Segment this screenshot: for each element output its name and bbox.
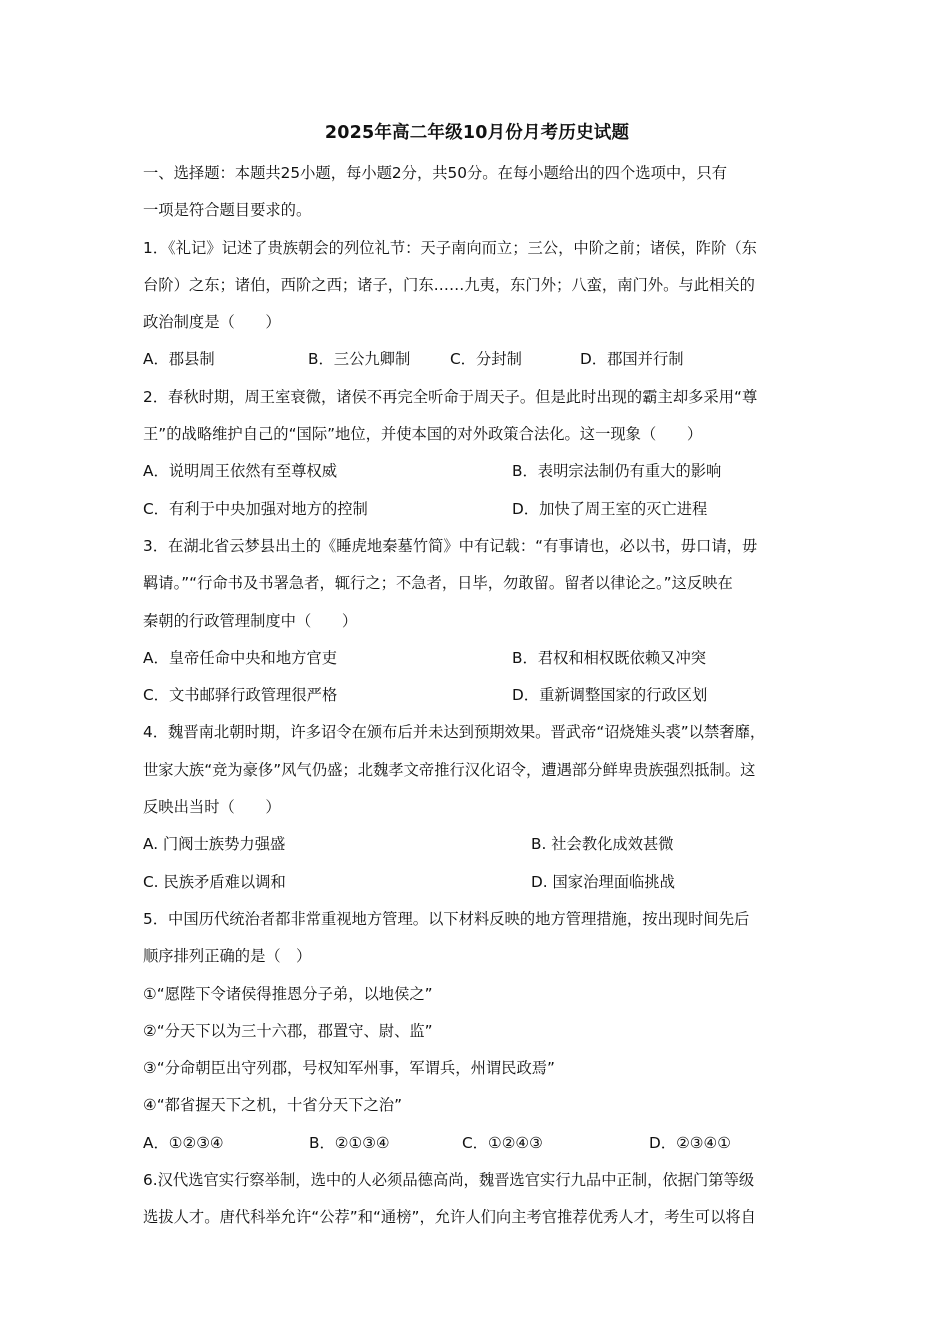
exam-title: 2025年高二年级10月份月考历史试题 <box>324 123 630 143</box>
section-instruction-line: 一、选择题：本题共25小题，每小题2分，共50分。在每小题给出的四个选项中，只有 <box>143 164 728 182</box>
question-options <box>143 864 811 901</box>
material-item: ③“分命朝臣出守列郡，号权知军州事，军谓兵，州谓民政焉” <box>143 1059 555 1078</box>
option-b: B．三公九卿制 <box>308 350 411 369</box>
question-3 <box>143 528 811 714</box>
question-text-line: 王”的战略维护自己的“国际”地位，并使本国的对外政策合法化。这一现象（ ） <box>143 425 703 444</box>
question-5 <box>143 901 811 1162</box>
material-item: ②“分天下以为三十六郡，郡置守、尉、监” <box>143 1021 433 1040</box>
option-b: B. 社会教化成效甚微 <box>531 835 674 854</box>
question-text-line: 羁请。”“行命书及书署急者，辄行之；不急者，日毕，勿敢留。留者以律论之。”这反映在 <box>143 574 733 593</box>
question-options <box>143 453 811 490</box>
question-4 <box>143 714 811 900</box>
material-item: ④“都省握天下之机，十省分天下之治” <box>143 1096 403 1115</box>
option-a: A．说明周王依然有至尊权威 <box>143 462 338 481</box>
question-text-line: 2．春秋时期，周王室衰微，诸侯不再完全听命于周天子。但是此时出现的霸主却多采用“尊 <box>143 387 758 406</box>
question-text-line: 反映出当时（ ） <box>143 798 281 817</box>
option-a: A. 门阀士族势力强盛 <box>143 835 286 854</box>
question-text-line: 世家大族“竞为豪侈”风气仍盛；北魏孝文帝推行汉化诏令，遭遇部分鲜卑贵族强烈抵制。这 <box>143 760 756 779</box>
option-b: B．②①③④ <box>309 1133 390 1152</box>
question-text-line: 顺序排列正确的是（ ） <box>143 947 312 966</box>
question-options <box>143 341 811 378</box>
option-b: B．表明宗法制仍有重大的影响 <box>512 462 722 481</box>
question-text-line: 4．魏晋南北朝时期，许多诏令在颁布后并未达到预期效果。晋武帝“诏烧雉头裘”以禁奢靡， <box>143 723 766 742</box>
option-d: D．加快了周王室的灭亡进程 <box>512 499 708 518</box>
exam-page <box>143 119 811 1237</box>
option-d: D. 国家治理面临挑战 <box>531 872 675 891</box>
question-text-line: 5．中国历代统治者都非常重视地方管理。以下材料反映的地方管理措施，按出现时间先后 <box>143 909 750 928</box>
question-text-line: 选拔人才。唐代科举允许“公荐”和“通榜”，允许人们向主考官推荐优秀人才，考生可以将自 <box>143 1208 756 1227</box>
option-b: B．君权和相权既依赖又冲突 <box>512 648 707 667</box>
question-text-line: 6.汉代选官实行察举制，选中的人必须品德高尚，魏晋选官实行九品中正制，依据门第等级 <box>143 1171 755 1190</box>
question-text-line: 政治制度是（ ） <box>143 313 281 332</box>
question-options <box>143 640 811 677</box>
section-instruction-line: 一项是符合题目要求的。 <box>143 201 312 220</box>
option-d: D．重新调整国家的行政区划 <box>512 686 708 705</box>
question-options <box>143 491 811 528</box>
question-2 <box>143 379 811 528</box>
option-d: D．郡国并行制 <box>580 350 684 369</box>
option-c: C．分封制 <box>450 350 522 369</box>
option-a: A．①②③④ <box>143 1133 224 1152</box>
option-c: C. 民族矛盾难以调和 <box>143 872 286 891</box>
option-a: A．郡县制 <box>143 350 215 369</box>
question-text-line: 台阶）之东；诸伯，西阶之西；诸子，门东……九夷，东门外；八蛮，南门外。与此相关的 <box>143 275 755 294</box>
option-c: C．文书邮驿行政管理很严格 <box>143 686 338 705</box>
question-6 <box>143 1162 811 1237</box>
question-text-line: 3．在湖北省云梦县出土的《睡虎地秦墓竹简》中有记载：“有事请也，必以书，毋口请，毋 <box>143 536 758 555</box>
question-options <box>143 677 811 714</box>
option-a: A．皇帝任命中央和地方官吏 <box>143 648 338 667</box>
question-1 <box>143 230 811 379</box>
question-text-line: 1．《礼记》记述了贵族朝会的列位礼节：天子南向而立；三公，中阶之前；诸侯，阼阶（东 <box>143 238 757 257</box>
question-options <box>143 826 811 863</box>
question-text-line: 秦朝的行政管理制度中（ ） <box>143 611 358 630</box>
material-item: ①“愿陛下令诸侯得推恩分子弟，以地侯之” <box>143 984 433 1003</box>
option-d: D．②③④① <box>649 1133 731 1152</box>
option-c: C．有利于中央加强对地方的控制 <box>143 499 368 518</box>
option-c: C．①②④③ <box>462 1133 543 1152</box>
question-options <box>143 1125 811 1162</box>
